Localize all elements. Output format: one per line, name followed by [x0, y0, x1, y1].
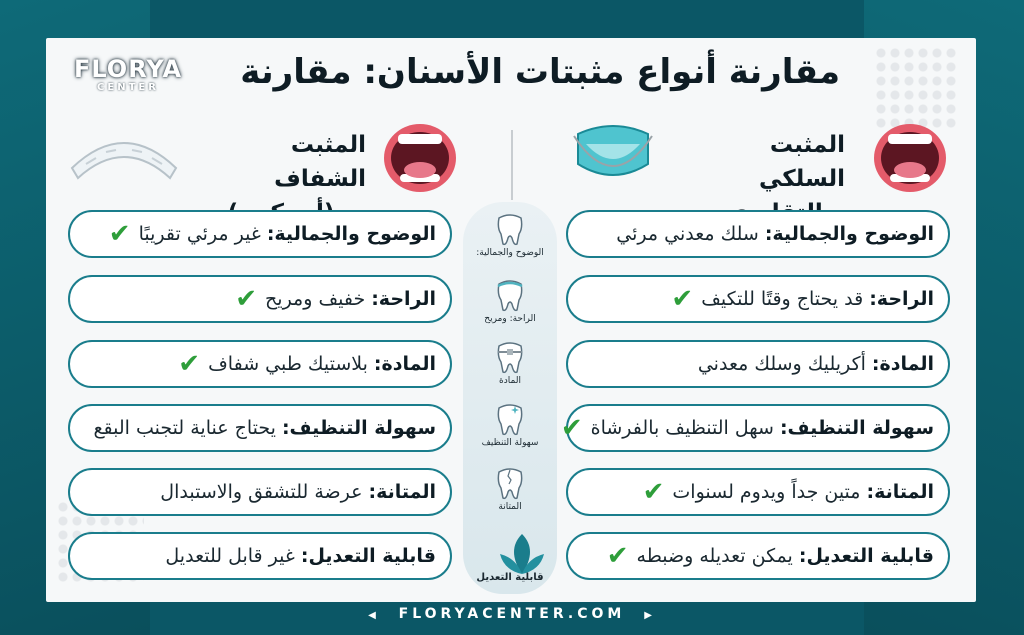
- center-item-clarity: [463, 212, 557, 258]
- row-value: سلك معدني مرئي: [616, 223, 759, 245]
- right-row-durability: [566, 468, 950, 516]
- left-row-material: [68, 340, 452, 388]
- row-label: قابلية التعديل:: [798, 545, 934, 567]
- center-item-adjust: [463, 570, 557, 583]
- open-mouth-icon: [870, 118, 950, 198]
- row-label: المادة:: [373, 353, 436, 375]
- row-label: قابلية التعديل:: [300, 545, 436, 567]
- check-icon: ✔: [178, 349, 201, 379]
- left-row-comfort: [68, 275, 452, 323]
- center-label: الراحة: ومريح: [484, 314, 536, 324]
- center-item-cleaning: [463, 402, 557, 448]
- center-label: المتانة: [498, 502, 522, 512]
- left-row-cleaning: [68, 404, 452, 452]
- right-header-line1: المثبت السلكي: [759, 132, 845, 192]
- right-row-clarity: [566, 210, 950, 258]
- row-label: المتانة:: [866, 481, 934, 503]
- row-value: بلاستيك طبي شفاف: [208, 353, 368, 375]
- row-label: المادة:: [871, 353, 934, 375]
- clear-aligner-icon: [66, 128, 182, 190]
- center-label: قابلية التعديل: [476, 572, 544, 583]
- check-icon: ✔: [671, 284, 694, 314]
- row-value: عرضة للتشقق والاستبدال: [160, 481, 363, 503]
- left-row-clarity: [68, 210, 452, 258]
- page-title: مقارنة أنواع مثبتات الأسنان: مقارنة: [240, 52, 840, 92]
- logo-main-text: FLORYA: [73, 55, 183, 83]
- column-divider: [511, 130, 513, 200]
- row-value: أكريليك وسلك معدني: [697, 353, 866, 375]
- row-value: غير مرئي تقريبًا: [138, 223, 261, 245]
- check-icon: ✔: [108, 219, 131, 249]
- right-row-adjustability: [566, 532, 950, 580]
- row-value: متين جداً ويدوم لسنوات: [672, 481, 861, 503]
- tooth-brace-icon: [495, 340, 525, 374]
- florya-logo: [68, 56, 188, 100]
- triangle-left-icon: ◀: [368, 610, 380, 621]
- wire-retainer-icon: [568, 124, 658, 192]
- left-header-line1: المثبت الشفاف: [274, 132, 366, 192]
- center-label: سهولة التنظيف: [481, 438, 539, 448]
- check-icon: ✔: [606, 541, 629, 571]
- cracked-tooth-icon: [495, 466, 525, 500]
- row-value: سهل التنظيف بالفرشاة: [590, 417, 774, 439]
- row-value: قد يحتاج وقتًا للتكيف: [701, 288, 864, 310]
- row-value: خفيف ومريح: [265, 288, 366, 310]
- footer: [0, 606, 1024, 622]
- center-item-comfort: [463, 278, 557, 324]
- open-mouth-icon: [380, 118, 460, 198]
- logo-sub-text: CENTER: [97, 82, 159, 93]
- right-row-material: [566, 340, 950, 388]
- right-row-cleaning: [560, 404, 950, 452]
- center-label: المادة: [499, 376, 521, 386]
- row-label: الراحة:: [869, 288, 934, 310]
- row-value: غير قابل للتعديل: [165, 545, 295, 567]
- row-label: الوضوح والجمالية:: [266, 223, 436, 245]
- check-icon: ✔: [235, 284, 258, 314]
- row-label: سهولة التنظيف:: [281, 417, 436, 439]
- center-item-material: [463, 340, 557, 386]
- left-row-adjustability: [68, 532, 452, 580]
- tooth-aligner-icon: [495, 278, 525, 312]
- triangle-right-icon: ▶: [644, 610, 656, 621]
- row-label: المتانة:: [368, 481, 436, 503]
- right-row-comfort: [566, 275, 950, 323]
- tooth-icon: [495, 212, 525, 246]
- row-label: سهولة التنظيف:: [779, 417, 934, 439]
- check-icon: ✔: [560, 413, 583, 443]
- footer-url[interactable]: FLORYACENTER.COM: [398, 606, 626, 622]
- center-item-durability: [463, 466, 557, 512]
- sparkle-tooth-icon: [495, 402, 525, 436]
- row-value: يحتاج عناية لتجنب البقع: [93, 417, 276, 439]
- check-icon: ✔: [642, 477, 665, 507]
- row-value: يمكن تعديله وضبطه: [636, 545, 793, 567]
- row-label: الراحة:: [371, 288, 436, 310]
- left-row-durability: [68, 468, 452, 516]
- row-label: الوضوح والجمالية:: [764, 223, 934, 245]
- center-label: الوضوح والجمالية:: [476, 248, 544, 258]
